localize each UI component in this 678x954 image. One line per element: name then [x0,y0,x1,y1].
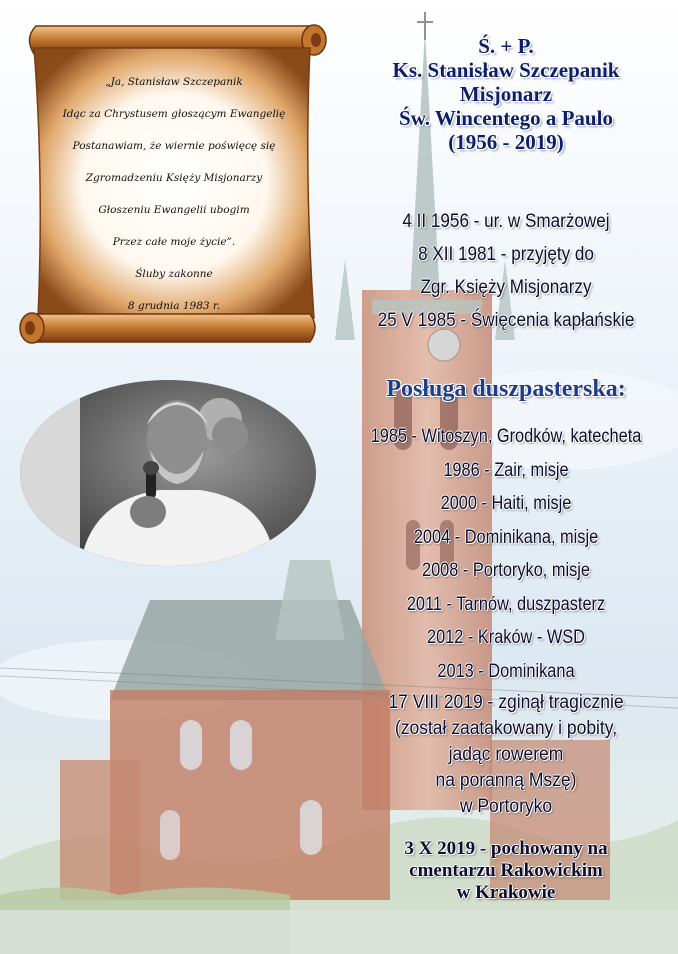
ministry-item: 2004 - Dominikana, misje [413,526,599,548]
heading-line: Ś. + P. [478,34,534,58]
ministry-item: 2011 - Tarnów, duszpasterz [406,593,606,615]
heading-line: Św. Wincentego a Paulo [399,106,613,130]
death-line: (został zaatakowany i pobity, [394,718,618,739]
biography-line: 25 V 1985 - Święcenia kapłańskie [377,310,635,331]
death-line: 17 VIII 2019 - zginął tragicznie [388,692,624,713]
biography-line: 8 XII 1981 - przyjęty do [418,244,594,265]
burial-details [336,838,676,904]
ministry-item: 2013 - Dominikana [437,660,575,682]
obituary-heading [340,34,672,154]
vow-line: „Ja, Stanisław Szczepanik [105,76,243,88]
ministry-title: Posługa duszpasterska: [386,376,626,402]
death-line: na poranną Mszę) [435,770,577,791]
vow-line: Idąc za Chrystusem głoszącym Ewangelię [62,108,286,120]
burial-line: 3 X 2019 - pochowany na [404,838,608,859]
vow-line: Głoszeniu Ewangelii ubogim [98,204,250,216]
vow-line: Zgromadzeniu Księży Misjonarzy [85,172,263,184]
vow-line: Postanawiam, że wiernie poświęcę się [72,140,276,152]
heading-line: Ks. Stanisław Szczepanik [392,58,620,82]
biography-line: 4 II 1956 - ur. w Smarżowej [402,211,610,232]
ministry-item: 1986 - Zair, misje [443,459,569,481]
vow-line: 8 grudnia 1983 r. [127,300,221,312]
death-line: w Portoryko [459,796,553,817]
ministry-list [360,420,652,688]
heading-line: Misjonarz [459,82,553,106]
portrait-image [20,380,316,566]
ministry-item: 2000 - Haiti, misje [440,493,572,514]
vow-text [54,66,294,322]
priest-portrait [20,380,316,566]
vow-line: Przez całe moje życie”. [112,236,236,248]
vow-line: Śluby zakonne [135,268,213,280]
biography-dates [355,205,657,337]
ministry-item: 2012 - Kraków - WSD [426,627,585,648]
burial-line: w Krakowie [456,882,556,903]
death-line: jadąc rowerem [448,744,564,765]
death-details [350,690,663,820]
ministry-item: 1985 - Witoszyn, Grodków, katecheta [370,426,642,447]
biography-line: Zgr. Księży Misjonarzy [420,277,592,298]
vow-scroll [14,18,330,352]
ministry-item: 2008 - Portoryko, misje [421,560,590,581]
heading-line: (1956 - 2019) [448,130,564,154]
burial-line: cmentarzu Rakowickim [409,860,603,881]
